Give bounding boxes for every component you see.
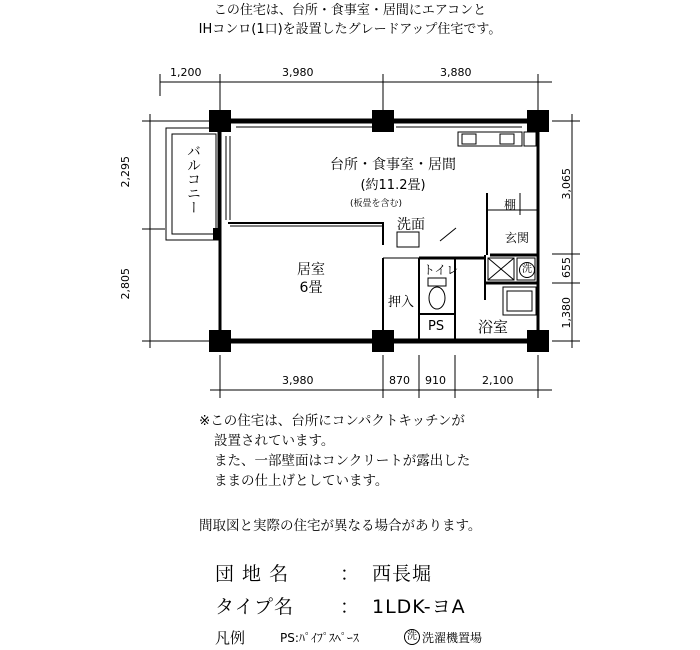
toilet-label: トイレ [423, 263, 459, 277]
dim-bottom-1: 3,980 [282, 374, 314, 387]
note-line-4: ままの仕上げとしています。 [214, 473, 389, 489]
dim-top-2: 3,980 [282, 66, 314, 79]
dim-bottom-2: 870 [389, 374, 410, 387]
washer-mark: 洗 [519, 262, 535, 278]
ldk-label: 台所・食事室・居間 [330, 157, 456, 173]
dim-right-1: 3,065 [560, 168, 573, 200]
dim-bottom-3: 910 [425, 374, 446, 387]
header-line-2: IHコンロ(1口)を設置したグレードアップ住宅です。 [198, 22, 502, 37]
complex-value: 西長堀 [372, 563, 433, 585]
dim-right-3: 1,380 [560, 297, 573, 329]
complex-label: 団 地 名 [215, 563, 290, 585]
legend-washer: 洗濯機置場 [422, 631, 483, 645]
living-room-label: 居室 [297, 262, 325, 278]
bath-label: 浴室 [478, 318, 509, 336]
note-line-3: また、一部壁面はコンクリートが露出した [214, 453, 471, 469]
legend-washer-mark: 洗 [404, 629, 420, 645]
dim-right-2: 655 [560, 257, 573, 278]
ldk-size: (約11.2畳) [360, 178, 426, 193]
type-label: タイプ名 [215, 596, 295, 618]
ps-label: PS [428, 319, 445, 334]
header-line-1: この住宅は、台所・食事室・居間にエアコンと [213, 3, 487, 18]
dim-left-2: 2,805 [119, 268, 132, 300]
shelf-label: 棚 [504, 198, 517, 212]
dim-bottom-4: 2,100 [482, 374, 514, 387]
dim-left-1: 2,295 [119, 156, 132, 188]
dim-top-1: 1,200 [170, 66, 202, 79]
note-line-1: ※この住宅は、台所にコンパクトキッチンが [199, 413, 465, 429]
type-separator: ： [340, 596, 361, 618]
ldk-note: (板畳を含む) [350, 199, 403, 209]
legend-label: 凡例 [215, 629, 246, 647]
washroom-label: 洗面 [397, 217, 425, 233]
closet-label: 押入 [388, 295, 415, 310]
dim-top-3: 3,880 [440, 66, 472, 79]
complex-separator: ： [340, 563, 361, 585]
type-value: 1LDK-ヨA [372, 596, 466, 618]
legend-ps: PS:ﾊﾟｲﾌﾟｽﾍﾟｰｽ [280, 631, 359, 645]
entrance-label: 玄関 [505, 231, 530, 245]
balcony-label: バルコニー [185, 144, 201, 214]
disclaimer: 間取図と実際の住宅が異なる場合があります。 [199, 518, 482, 534]
note-line-2: 設置されています。 [214, 433, 335, 449]
living-room-size: 6畳 [299, 280, 323, 296]
